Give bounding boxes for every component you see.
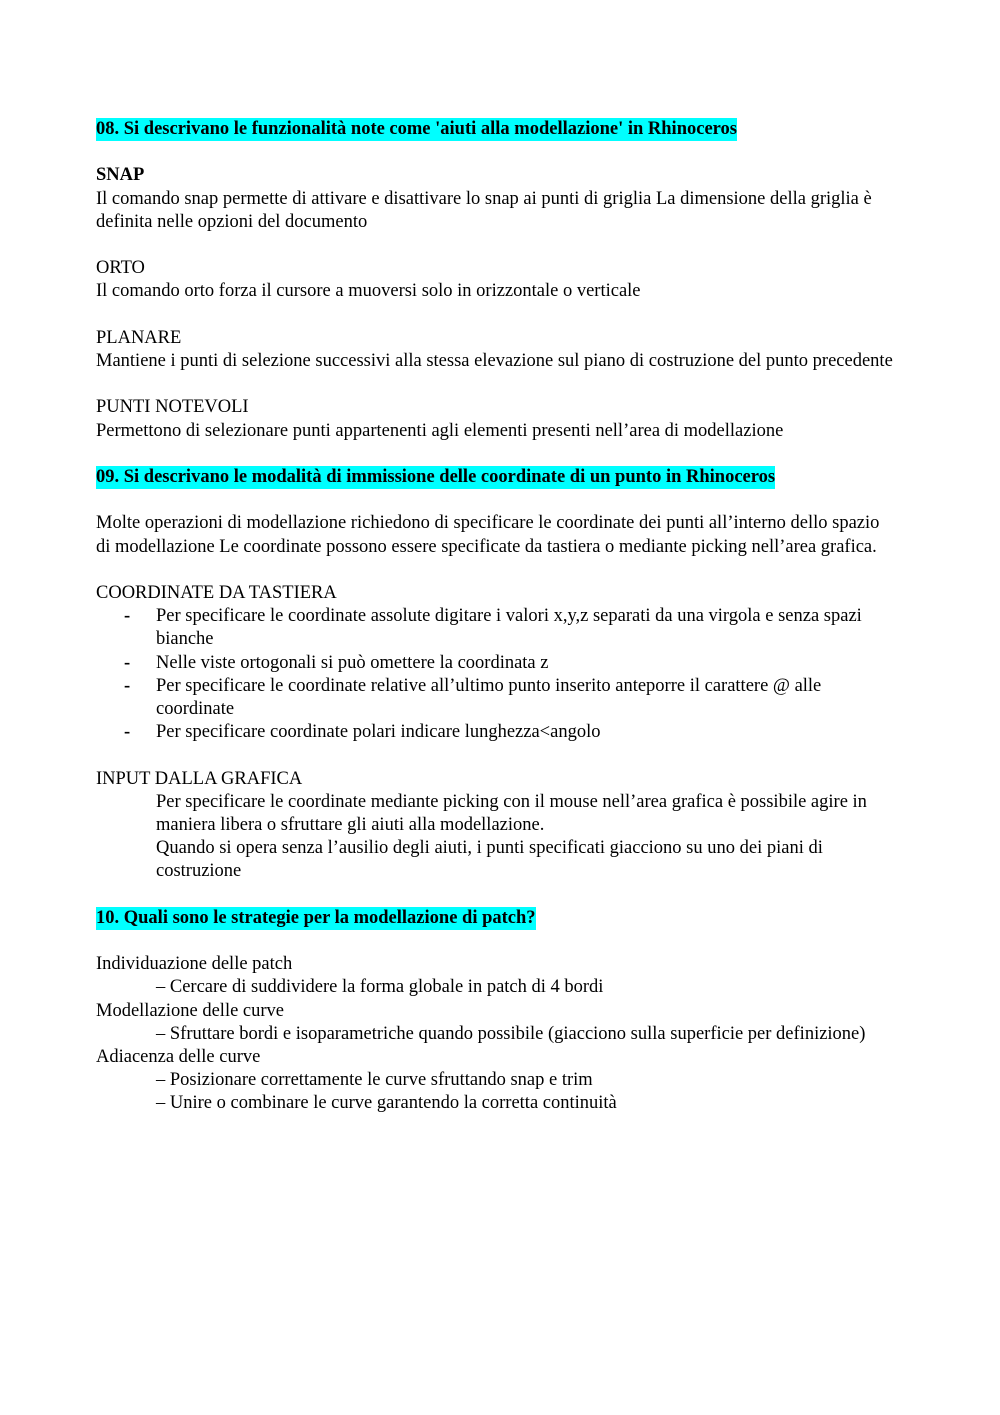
patch-group-item: – Posizionare correttamente le curve sfruttando snap e trim bbox=[156, 1070, 593, 1091]
grafica-text-1: Per specificare le coordinate mediante picking con il mouse nell’area grafica è possibile agire in maniera libera o sfruttare gli aiuti alla modellazione. bbox=[156, 791, 867, 835]
patch-group-heading: Adiacenza delle curve bbox=[96, 1046, 261, 1067]
question-09-title: 09. Si descrivano le modalità di immissione delle coordinate di un punto in Rhinoceros bbox=[96, 466, 776, 487]
question-08-heading bbox=[96, 118, 896, 141]
question-08-title: 08. Si descrivano le funzionalità note come 'aiuti alla modellazione' in Rhinoceros bbox=[96, 119, 737, 139]
list-item-text: Per specificare coordinate polari indicare lunghezza<angolo bbox=[156, 722, 601, 743]
snap-heading: SNAP bbox=[96, 165, 145, 186]
bullet-marker: - bbox=[124, 675, 131, 696]
list-item-text: Per specificare le coordinate relative all’ultimo punto inserito anteporre il carattere @ alle coordinate bbox=[156, 675, 822, 719]
punti-notevoli-heading: PUNTI NOTEVOLI bbox=[96, 397, 249, 418]
bullet-marker: - bbox=[124, 722, 131, 743]
patch-group-item: – Unire o combinare le curve garantendo la corretta continuità bbox=[156, 1093, 617, 1114]
bullet-marker: - bbox=[124, 652, 131, 673]
question-10-title: 10. Quali sono le strategie per la modellazione di patch? bbox=[96, 907, 536, 928]
grafica-heading: INPUT DALLA GRAFICA bbox=[96, 768, 303, 789]
tastiera-heading: COORDINATE DA TASTIERA bbox=[96, 582, 337, 603]
tastiera-list bbox=[96, 605, 896, 744]
grafica-text-2: Quando si opera senza l’ausilio degli aiuti, i punti specificati giacciono su uno dei piani di costruzione bbox=[156, 838, 823, 882]
question-09-heading bbox=[96, 466, 896, 489]
list-item bbox=[96, 721, 896, 744]
orto-text: Il comando orto forza il cursore a muoversi solo in orizzontale o verticale bbox=[96, 281, 641, 302]
coordinates-intro: Molte operazioni di modellazione richiedono di specificare le coordinate dei punti all’interno dello spazio di modellazione Le coordinate possono essere specificate da tastiera o mediante picking nell’area grafica. bbox=[96, 513, 880, 557]
orto-heading: ORTO bbox=[96, 258, 145, 279]
question-10-heading bbox=[96, 907, 896, 930]
list-item bbox=[96, 605, 896, 651]
planare-text: Mantiene i punti di selezione successivi alla stessa elevazione sul piano di costruzione del punto precedente bbox=[96, 350, 893, 371]
document-page bbox=[96, 118, 896, 1116]
planare-heading: PLANARE bbox=[96, 327, 182, 348]
punti-notevoli-text: Permettono di selezionare punti appartenenti agli elementi presenti nell’area di modellazione bbox=[96, 420, 784, 441]
bullet-marker: - bbox=[124, 606, 131, 627]
list-item-text: Per specificare le coordinate assolute digitare i valori x,y,z separati da una virgola e senza spazi bianche bbox=[156, 606, 862, 650]
list-item bbox=[96, 652, 896, 675]
list-item-text: Nelle viste ortogonali si può omettere la coordinata z bbox=[156, 652, 549, 673]
patch-group-item: – Sfruttare bordi e isoparametriche quando possibile (giacciono sulla superficie per definizione) bbox=[156, 1023, 866, 1044]
list-item bbox=[96, 675, 896, 721]
patch-group-heading: Individuazione delle patch bbox=[96, 954, 293, 975]
snap-text: Il comando snap permette di attivare e disattivare lo snap ai punti di griglia La dimensione della griglia è definita nelle opzioni del documento bbox=[96, 188, 872, 232]
patch-group-item: – Cercare di suddividere la forma globale in patch di 4 bordi bbox=[156, 977, 604, 998]
patch-group-heading: Modellazione delle curve bbox=[96, 1000, 284, 1021]
